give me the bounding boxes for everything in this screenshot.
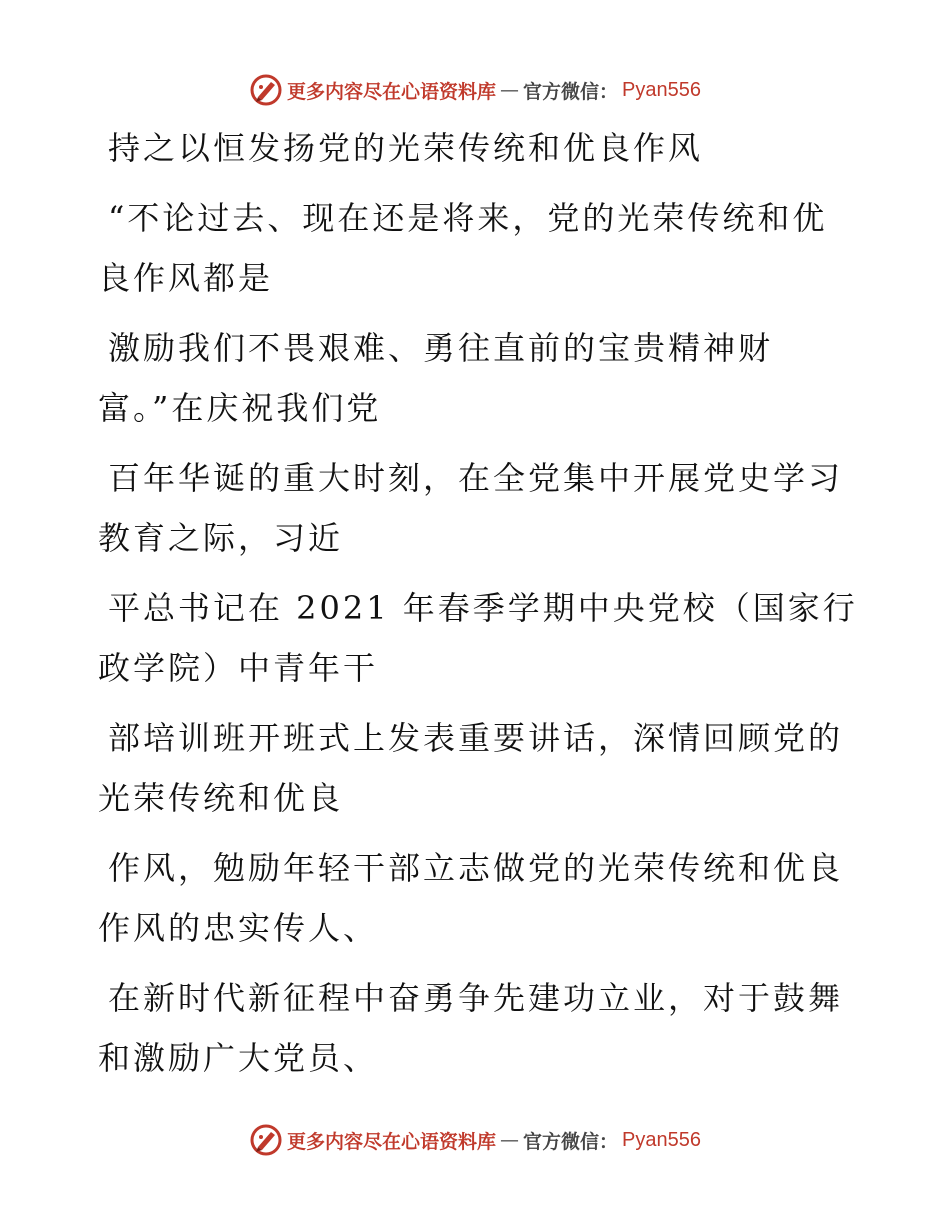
- footer-watermark: [0, 1120, 950, 1160]
- watermark-text: 更多内容尽在心语资料库: [287, 1130, 497, 1153]
- text-line: 富。”在庆祝我们党: [98, 389, 382, 427]
- text-line: “不论过去、现在还是将来，党的光荣传统和优: [108, 199, 828, 237]
- text-line: 政学院）中青年干: [98, 649, 379, 687]
- watermark-logo-icon: [249, 73, 283, 107]
- watermark-logo-icon: [249, 1123, 283, 1157]
- watermark-wechat-id: Pyan556: [622, 1128, 701, 1151]
- text-line: 作风，勉励年轻干部立志做党的光荣传统和优良: [108, 849, 844, 887]
- text-line: 在新时代新征程中奋勇争先建功立业，对于鼓舞: [108, 979, 844, 1017]
- watermark-label: 官方微信：: [523, 80, 619, 103]
- text-line: 平总书记在 2021 年春季学期中央党校（国家行: [108, 589, 858, 627]
- text-line: 激励我们不畏艰难、勇往直前的宝贵精神财: [108, 329, 774, 367]
- text-line: 光荣传统和优良: [98, 779, 344, 817]
- heading-line: 持之以恒发扬党的光荣传统和优良作风: [108, 129, 704, 167]
- header-watermark: [0, 70, 950, 110]
- text-line: 部培训班开班式上发表重要讲话，深情回顾党的: [108, 719, 844, 757]
- text-line: 良作风都是: [98, 259, 274, 297]
- text-line: 作风的忠实传人、: [98, 909, 379, 947]
- text-line: 和激励广大党员、: [98, 1039, 379, 1077]
- watermark-text: 更多内容尽在心语资料库: [287, 80, 497, 103]
- watermark-label: 官方微信：: [523, 1130, 619, 1153]
- watermark-dash: —: [500, 1129, 520, 1151]
- watermark-dash: —: [500, 79, 520, 101]
- watermark-wechat-id: Pyan556: [622, 78, 701, 101]
- text-line: 百年华诞的重大时刻，在全党集中开展党史学习: [108, 459, 844, 497]
- text-line: 教育之际，习近: [98, 519, 344, 557]
- document-body: [98, 118, 858, 1088]
